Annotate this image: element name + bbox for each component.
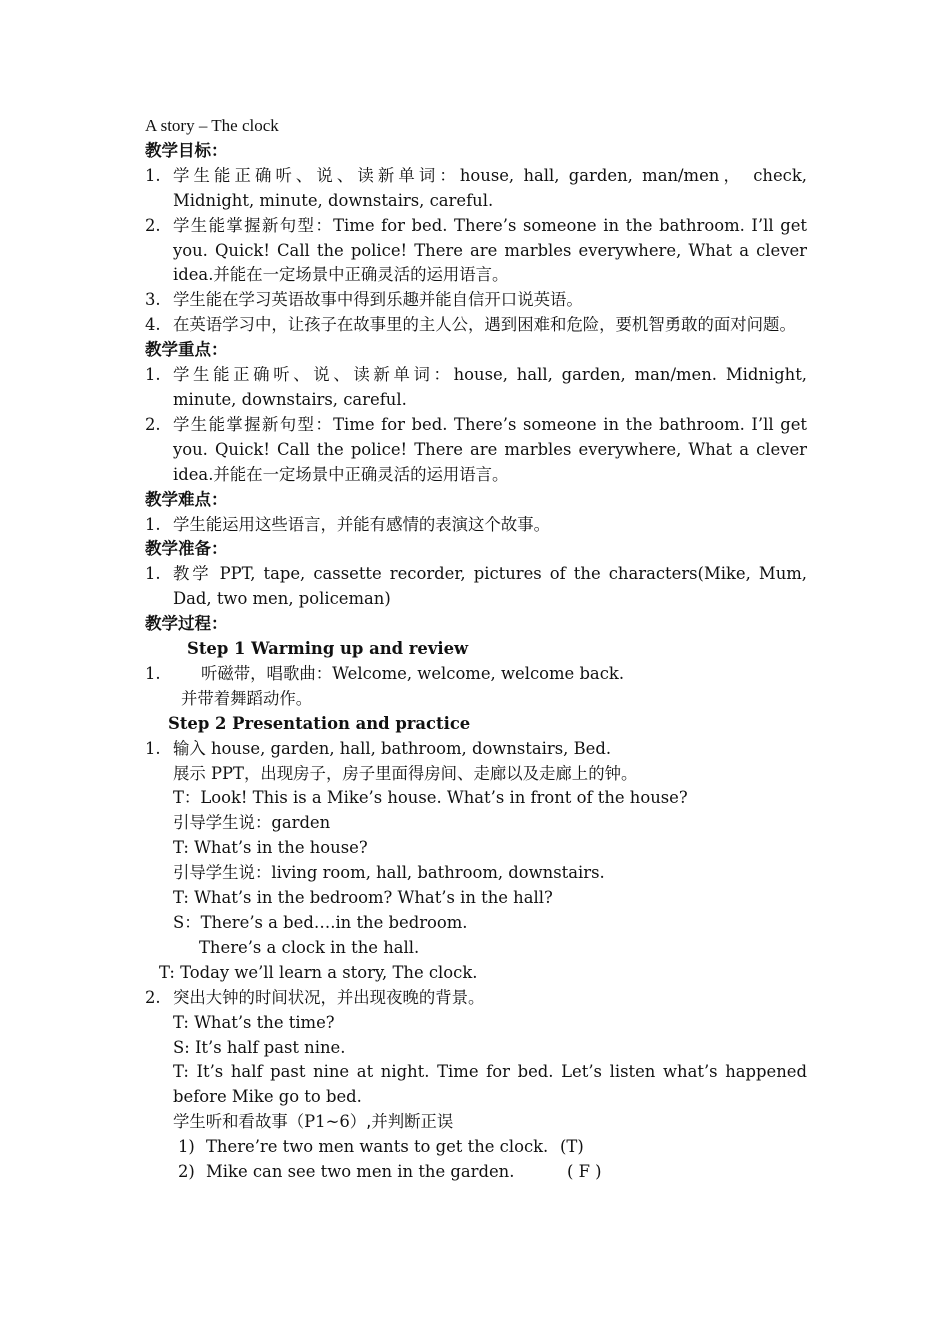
dialogue-line: T: What’s in the house? [173,838,368,858]
step1-title: Step 1 Warming up and review [187,639,469,659]
process-heading: 教学过程： [145,614,228,634]
judgement-item [145,1135,807,1160]
goal-number: 1. [145,165,161,185]
dialogue-line: T: It’s half past nine at night. Time for bed. Let’s listen what’s happened before Mike go to bed. [173,1062,807,1107]
key-point-text-en: house, hall, garden, man/men. Midnight, minute, downstairs, careful. [173,365,808,409]
preparation-heading: 教学准备： [145,539,228,559]
goal-text-cn: 学生能掌握新句型： [173,215,334,235]
goal-number: 2. [145,215,161,235]
difficult-point-number: 1. [145,514,161,534]
dialogue-line: S: It’s half past nine. [173,1037,346,1057]
goal-number: 3. [145,290,161,310]
dialogue-line: 展示 PPT，出现房子，房子里面得房间、走廊以及走廊上的钟。 [173,763,638,783]
step1-item [145,662,807,687]
step1-number: 1. [145,663,161,683]
dialogue-line: T: What’s the time? [173,1012,335,1032]
judgement-text: There’re two men wants to get the clock. [206,1137,549,1157]
step1-line2: 并带着舞蹈动作。 [181,688,313,708]
goal-text-en: Time for bed. There’s someone in the bathroom. I’ll get you. Quick! Call the police! There are marbles everywhere, What a clever idea. [173,215,807,285]
document-title: A story – The clock [145,116,279,135]
listen-instruction: 学生听和看故事（P1~6）,并判断正误 [173,1112,454,1132]
judgement-item [145,1160,807,1185]
dialogue-line: There’s a clock in the hall. [199,937,420,957]
goal-item [145,288,807,313]
step2-item-number: 2. [145,987,161,1007]
judgement-text: Mike can see two men in the garden. [206,1162,515,1182]
step2-item-number: 1. [145,738,161,758]
goal-text-cn: 在英语学习中，让孩子在故事里的主人公，遇到困难和危险，要机智勇敢的面对问题。 [173,315,796,335]
step2-item [145,737,807,762]
goal-text-cn-2: 并能在一定场景中正确灵活的运用语言。 [213,265,509,285]
step2-title: Step 2 Presentation and practice [168,713,471,733]
preparation-number: 1. [145,564,161,584]
goal-text-cn: 学生能正确听、说、读新单词： [173,165,460,185]
goal-item [145,214,807,289]
goal-item [145,164,807,214]
key-point-number: 2. [145,414,161,434]
key-point-text-en: Time for bed. There’s someone in the bathroom. I’ll get you. Quick! Call the police! There are marbles everywhere, What a clever idea. [173,414,807,484]
preparation-item [145,562,807,612]
step2-item-text-cn: 突出大钟的时间状况，并出现夜晚的背景。 [173,987,485,1007]
dialogue-line: S：There’s a bed….in the bedroom. [173,913,468,932]
judgement-number: 2) [178,1162,195,1182]
difficult-points-heading: 教学难点： [145,489,228,509]
key-point-number: 1. [145,365,161,385]
difficult-point-text: 学生能运用这些语言，并能有感情的表演这个故事。 [173,514,550,534]
preparation-text-cn: 教学 [173,564,212,584]
judgement-mark: ( F ) [567,1162,602,1182]
key-point-text-cn: 学生能正确听、说、读新单词： [173,365,454,385]
step1-text-cn: 听磁带，唱歌曲： [201,663,333,683]
document-page [145,114,807,1185]
goal-text-cn: 学生能在学习英语故事中得到乐趣并能自信开口说英语。 [173,290,583,310]
judgement-mark: (T) [560,1137,584,1157]
dialogue-closing-line: T: Today we’ll learn a story, The clock. [159,962,478,982]
dialogue-line: 引导学生说：living room, hall, bathroom, downstairs. [173,863,605,883]
key-point-text-cn-2: 并能在一定场景中正确灵活的运用语言。 [213,464,509,484]
step2-item-text-cn: 输入 [173,738,206,758]
goals-heading: 教学目标： [145,140,228,160]
step2-item-text-en: house, garden, hall, bathroom, downstairs, Bed. [211,738,612,758]
difficult-point-item [145,513,807,538]
key-points-heading: 教学重点： [145,340,228,360]
dialogue-line: T: What’s in the bedroom? What’s in the hall? [173,888,553,908]
dialogue-line: 引导学生说：garden [173,813,331,833]
judgement-number: 1) [178,1137,195,1157]
key-point-item [145,413,807,488]
goal-item [145,313,807,338]
step1-text-en: Welcome, welcome, welcome back. [332,663,625,683]
dialogue-line: T：Look! This is a Mike’s house. What’s in front of the house? [173,788,688,808]
key-point-text-cn: 学生能掌握新句型： [173,414,334,434]
goal-number: 4. [145,315,161,335]
key-point-item [145,363,807,413]
goal-text-en: house, hall, garden, man/men， check, Midnight, minute, downstairs, careful. [173,165,807,210]
preparation-text-en: PPT, tape, cassette recorder, pictures of the characters(Mike, Mum, Dad, two men, policeman) [173,564,807,609]
step2-item [145,986,807,1011]
